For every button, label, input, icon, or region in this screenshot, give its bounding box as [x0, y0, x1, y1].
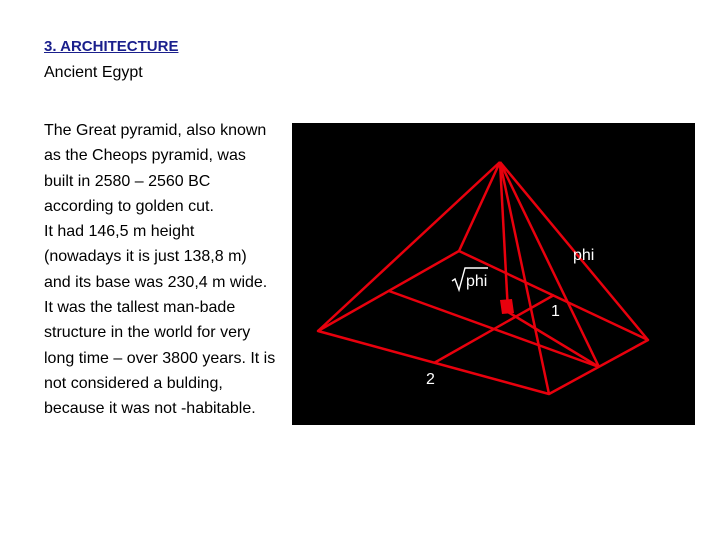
- paragraph-1-part-1: The: [44, 122, 77, 139]
- one-label: 1: [551, 303, 560, 320]
- paragraph-dimensions: It had 146,5 m height (nowadays it is just 138,8 m) and its base was 230,4 m wide.: [44, 223, 268, 291]
- description-text: [44, 118, 276, 422]
- sqrt-phi-label: phi: [466, 273, 488, 290]
- pyramid-edge-left: [318, 162, 500, 331]
- phi-label: phi: [573, 247, 595, 264]
- paragraph-1-part-2: , also known as the: [44, 122, 267, 165]
- paragraph-tallest: It was the tallest man-bade structure in the world for very long time – over 3800 years. It is not considered a bulding, because it was not -habitable.: [44, 299, 276, 418]
- paragraph-great-pyramid: [44, 118, 276, 219]
- great-pyramid-term: Great pyramid: [76, 122, 178, 139]
- paragraph-1-part-3: , was built in 2580 – 2560 BC according to golden cut.: [44, 147, 246, 215]
- cheops-pyramid-term: Cheops pyramid: [92, 147, 209, 165]
- pyramid-edge-back: [459, 162, 500, 251]
- two-label: 2: [426, 371, 435, 388]
- pyramid-diagram-svg: [292, 123, 695, 425]
- pyramid-diagram: [292, 123, 695, 425]
- right-angle-marker: [500, 299, 514, 314]
- section-heading: 3. ARCHITECTURE: [44, 38, 179, 55]
- section-subheading: Ancient Egypt: [44, 64, 143, 81]
